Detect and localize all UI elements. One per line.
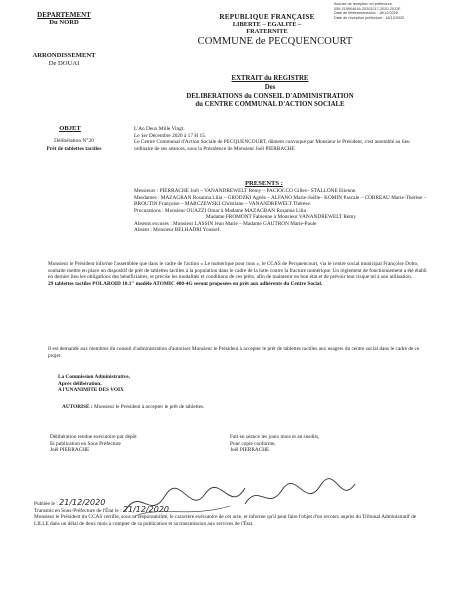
republic-motto: LIBERTE – EGALITE – FRATERNITE [232,21,302,36]
republic-header [212,13,322,36]
session-convocation: Le Centre Communal d'Action Sociale de PECQUENCOURT, dûment convoqué par Monsieur le Président, s'est assemblé au lieu ordinaire de ses séances, sous la Présidence de Monsieur Joël PIERRACHE [134,139,410,152]
deliberation-subject: Prêt de tablettes tactiles [46,146,102,152]
attendance-list [134,188,430,234]
session-year: L'An Deux Mille Vingt. [134,126,185,132]
attendance-mesdames: Mesdames : MAZAGRAN Rosanna Lilia – GRODZKI Agnès – ALFANO Marie-Joëlle– KOMIN Pascale – CORREAU Marie-Thérèse – BROUTIN Françoise – MARCZEWSKI Christiane – VANANDREWELT Thérèse. [134,194,427,207]
attendance-procurations: Procurations : Monsieur OUAZZI Omar à Madame MAZAGRAN Rosanna Lilia [134,207,306,214]
presents-title: PRESENTS : [245,180,283,187]
handwritten-signature [240,474,360,518]
department-header [18,11,110,27]
stamp-line: Accusé de réception en préfecture [334,2,392,6]
signature-line: Et publication en Sous Préfecture [50,440,121,447]
extract-line: DELIBERATIONS du CONSEIL D'ADMINISTRATION [186,92,354,100]
publication-date: 21/12/2020 [59,498,106,507]
department-title: DEPARTEMENT [37,11,91,19]
commune-title: COMMUNE de PECQUENCOURT [197,36,353,47]
signature-block-right [230,434,410,454]
signature-line: Fait en séance les jours mois et an susdits, [230,434,320,440]
resolution-request: Il est demandé aux membres du conseil d'administration d'autoriser Monsieur le Président à accepter le prêt de tablettes tactiles aux usagers du centre social dans le cadre de ce projet. [48,346,420,359]
signature-line: Délibération rendue exécutoire par dépôt [50,434,137,440]
decision-line [62,404,362,411]
transmission-label: Transmis en Sous-Préfecture de l'État le : [34,508,122,514]
transmission-date: 21/12/2020 [122,505,169,514]
session-info [134,126,430,152]
deliberation-body [48,261,432,287]
stamp-line: 059-215904616-20201217-2020-20-DE [334,6,401,11]
extract-line: EXTRAIT du REGISTRE [231,75,309,82]
attendance-messieurs: Messieurs : PIERRACHE Joël – VANANDREWELT Rémy – PACIOCCO Gilles– STALLONE Etienne. [134,188,357,194]
body-paragraph: Monsieur le Président informe l'assemblée que dans le cadre de l'action « Le numérique pour tous », le CCAS de Pecquencourt, via le centre social municipal Françoise Dolto, souhaite mettre en place un dispositif de prêt de tablettes tactiles à la population dans le cadre de la lutte contre la fracture numérique. Un règlement de fonctionnement a été établi en dernier lieu les obligations des bénéficiaires, et précise les modalités et conditions de ces prêts, afin de maintenir en bon état et de prévoir leur risque tel à son utilisation. [48,261,427,280]
stamp-line: Date de télétransmission : 18/12/2020 [334,11,398,16]
attendance-absent: Absent : Monsieur BELHADRI Youssef. [134,227,221,233]
arrondissement-name: De DOUAI [48,60,80,67]
commission-line: La Commission Administrative, [58,374,130,380]
signature-line: Pour copie conforme, [230,440,276,447]
session-date: Le 1er Décembre 2020 à 17 H 15. [134,132,207,139]
arrondissement-title: ARRONDISSEMENT [32,52,96,59]
extract-line: Des [264,83,276,91]
attendance-absents-excuses: Absents excusés : Monsieur LASSIN Jean Marie – Madame GAUTRON Marie-Paule [134,220,317,227]
department-name: Du NORD [49,19,79,26]
arrondissement-header [16,52,112,68]
register-extract-title [150,75,390,110]
attendance-procurations: Madame FROMONT Fabienne à Monsieur VANANDREWELT Rémy [206,214,357,220]
extract-line: du CENTRE COMMUNAL D'ACTION SOCIALE [195,101,345,109]
deliberation-number: Délibération N°20 [54,138,94,144]
decision-label: AUTORISE : [62,404,93,410]
commission-line: A l'UNANIMITE DES VOIX [58,387,124,393]
republic-title: REPUBLIQUE FRANÇAISE [219,13,315,21]
commission-line: Après délibération, [58,380,102,387]
signatory-name: Joël PIERRACHE [230,447,270,453]
stamp-line: Date de réception préfecture : 18/12/2020 [334,15,405,20]
signatory-name: Joël PIERRACHE [50,447,90,453]
objet-label: OBJET [59,125,81,132]
prefecture-receipt-stamp [334,2,446,22]
body-paragraph: 29 tablettes tactiles POLAROID 10.1'' modèle ATOMIC 400-4G seront proposées en prêt aux adhérents du Centre Social. [48,280,323,287]
decision-text: Monsieur le Président à accepter le prêt de tablettes. [94,404,205,410]
signature-block-left [50,434,200,454]
commission-vote [58,374,178,394]
publication-label: Publiée le : [34,501,58,507]
legal-footer-text: Monsieur le Président du CCAS certifie, sous sa responsabilité, le caractère exécutoire de cet acte, et informe qu'il peut faire l'objet d'un recours auprès du Tribunal Administratif de LILLE dans un délai de deux mois à compter de sa publication et sa transmission aux services de l'État. [34,514,417,527]
